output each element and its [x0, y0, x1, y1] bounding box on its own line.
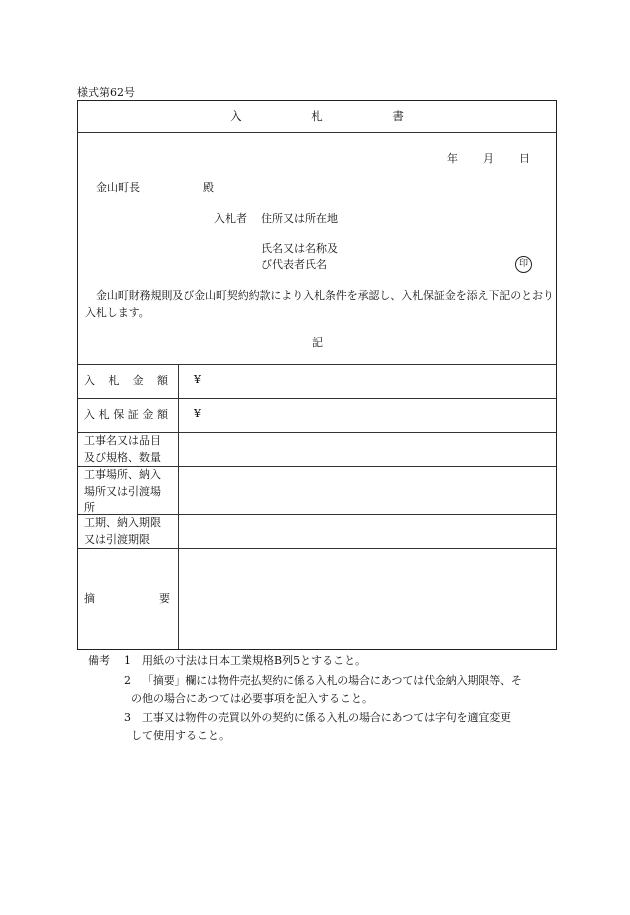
label-char: 額	[156, 408, 168, 421]
title-char: 札	[311, 109, 323, 123]
bidder-name-label-1: 氏名又は名称及	[261, 242, 338, 255]
period-label	[84, 515, 170, 548]
label-line: 所	[84, 501, 95, 514]
form-number: 様式第62号	[77, 86, 135, 99]
label-char: 入	[84, 374, 95, 387]
label-char: 金	[132, 374, 144, 387]
seal-mark: 印	[515, 256, 532, 273]
notes-heading: 備考	[88, 654, 110, 667]
deposit-label	[84, 407, 168, 424]
date-year: 年	[447, 152, 458, 165]
note-text: 用紙の寸法は日本工業規格B列5とすること。	[142, 654, 367, 667]
work-name-label	[84, 433, 170, 466]
form-title	[78, 101, 556, 132]
note-number: 2	[124, 674, 131, 687]
addressee-honorific: 殿	[203, 181, 214, 194]
date-day: 日	[519, 152, 530, 165]
label-char: 額	[156, 374, 168, 387]
note-text: 「摘要」欄には物件売払契約に係る入札の場合にあつては代金納入期限等、そ	[142, 674, 522, 687]
title-char: 入	[230, 109, 242, 123]
addressee-name: 金山町長	[96, 181, 140, 194]
note-text: 工事又は物件の売買以外の契約に係る入札の場合にあつては字句を適宜変更	[142, 711, 511, 724]
note-number: 1	[124, 654, 131, 667]
label-char: 証	[127, 408, 139, 421]
note-text: の他の場合にあつては必要事項を記入すること。	[131, 692, 373, 705]
bidder-address-label: 住所又は所在地	[261, 212, 338, 225]
label-line: 又は引渡期限	[84, 532, 150, 546]
divider	[78, 398, 556, 399]
work-place-label	[84, 467, 170, 517]
ki-label: 記	[312, 336, 323, 349]
label-line: 工事名又は品目	[84, 434, 161, 447]
note-number: 3	[124, 711, 131, 724]
column-divider	[178, 364, 179, 649]
bid-form	[77, 100, 557, 650]
label-char: 札	[108, 374, 120, 387]
divider	[78, 548, 556, 549]
bid-amount-label	[84, 373, 168, 390]
deposit-value[interactable]: ¥	[194, 407, 201, 420]
label-char: 保	[113, 408, 125, 421]
label-char: 札	[98, 408, 110, 421]
label-char: 金	[142, 408, 154, 421]
summary-label	[84, 591, 170, 608]
bidder-role-label: 入札者	[214, 212, 247, 225]
label-line: 工期、納入期限	[84, 516, 161, 529]
label-line: 場所又は引渡場	[84, 484, 161, 498]
note-text: して使用すること。	[131, 729, 230, 742]
statement-text: 金山町財務規則及び金山町契約約款により入札条件を承認し、入札保証金を添え下記のとおり入札します。	[85, 289, 554, 319]
title-char: 書	[392, 109, 404, 123]
divider	[78, 364, 556, 365]
label-line: 工事場所、納入	[84, 468, 161, 481]
label-char: 摘	[84, 592, 95, 605]
bid-amount-value[interactable]: ¥	[194, 373, 201, 386]
bidder-name-label-2: び代表者氏名	[261, 258, 327, 271]
date-month: 月	[483, 152, 494, 165]
divider	[78, 132, 556, 133]
label-char: 入	[84, 408, 95, 421]
label-line: 及び規格、数量	[84, 450, 161, 464]
label-char: 要	[159, 592, 170, 605]
